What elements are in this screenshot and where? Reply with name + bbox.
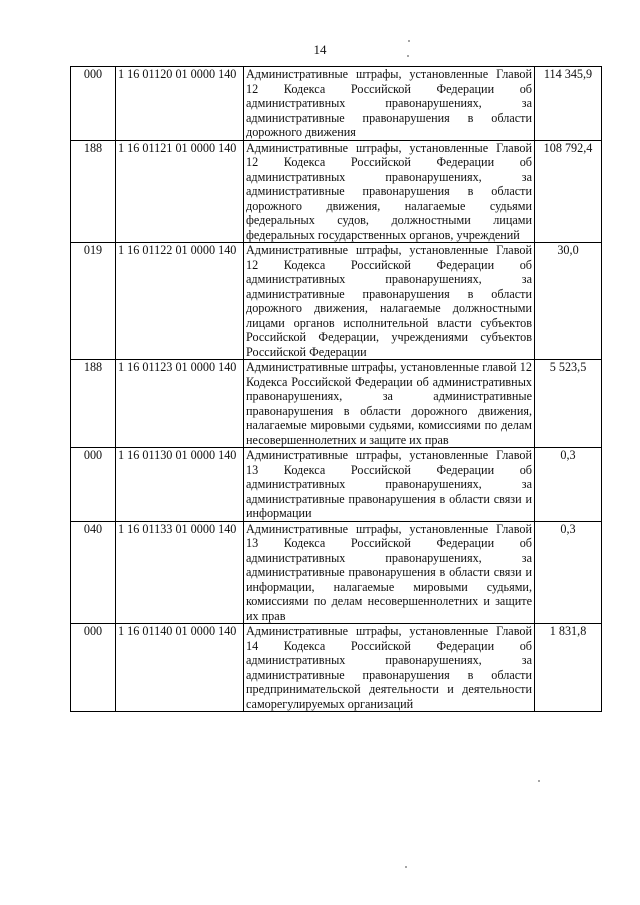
amount-cell: 108 792,4 [535, 140, 602, 243]
budget-code-cell: 1 16 01140 01 0000 140 [116, 624, 244, 712]
admin-code-cell: 000 [71, 67, 116, 141]
amount-cell: 0,3 [535, 448, 602, 522]
page-number: 14 [313, 42, 327, 57]
amount-cell: 114 345,9 [535, 67, 602, 141]
amount-cell: 30,0 [535, 243, 602, 360]
budget-revenue-table [70, 66, 602, 712]
budget-code-cell: 1 16 01121 01 0000 140 [116, 140, 244, 243]
admin-code-cell: 019 [71, 243, 116, 360]
admin-code-cell: 040 [71, 521, 116, 624]
table-row [71, 521, 602, 624]
revenue-name-cell: Административные штрафы, установленные Главой 13 Кодекса Российской Федерации об административных правонарушениях, за административные правонарушения в области связи и информации, налагаемые мировыми судьями, комиссиями по делам несовершеннолетних и защите их прав [244, 521, 535, 624]
budget-code-cell: 1 16 01130 01 0000 140 [116, 448, 244, 522]
table-body [71, 67, 602, 712]
budget-code-cell: 1 16 01122 01 0000 140 [116, 243, 244, 360]
admin-code-cell: 188 [71, 360, 116, 448]
table-row [71, 448, 602, 522]
amount-cell: 5 523,5 [535, 360, 602, 448]
table-row [71, 624, 602, 712]
amount-cell: 1 831,8 [535, 624, 602, 712]
table-row [71, 140, 602, 243]
table-row [71, 360, 602, 448]
table-row [71, 243, 602, 360]
revenue-name-cell: Административные штрафы, установленные Главой 14 Кодекса Российской Федерации об административных правонарушениях, за административные правонарушения в области предпринимательской деятельности и деятельности саморегулируемых организаций [244, 624, 535, 712]
admin-code-cell: 000 [71, 624, 116, 712]
revenue-name-cell: Административные штрафы, установленные Главой 12 Кодекса Российской Федерации об административных правонарушениях, за административные правонарушения в области дорожного движения, налагаемые должностными лицами органов исполнительной власти субъектов Российской Федерации, учреждениями субъектов Российской Федерации [244, 243, 535, 360]
revenue-name-cell: Административные штрафы, установленные Главой 12 Кодекса Российской Федерации об административных правонарушениях, за административные правонарушения в области дорожного движения, налагаемые судьями федеральных судов, должностными лицами федеральных государственных органов, учреждений [244, 140, 535, 243]
scan-speck [408, 40, 410, 42]
budget-code-cell: 1 16 01120 01 0000 140 [116, 67, 244, 141]
table-row [71, 67, 602, 141]
scan-speck [407, 55, 409, 57]
scan-speck [538, 780, 540, 782]
amount-cell: 0,3 [535, 521, 602, 624]
budget-code-cell: 1 16 01123 01 0000 140 [116, 360, 244, 448]
revenue-name-cell: Административные штрафы, установленные главой 12 Кодекса Российской Федерации об административных правонарушениях, за административные правонарушения в области дорожного движения, налагаемые мировыми судьями, комиссиями по делам несовершеннолетних и защите их прав [244, 360, 535, 448]
admin-code-cell: 188 [71, 140, 116, 243]
scan-speck [405, 866, 407, 868]
revenue-name-cell: Административные штрафы, установленные Главой 13 Кодекса Российской Федерации об административных правонарушениях, за административные правонарушения в области связи и информации [244, 448, 535, 522]
admin-code-cell: 000 [71, 448, 116, 522]
revenue-name-cell: Административные штрафы, установленные Главой 12 Кодекса Российской Федерации об административных правонарушениях, за административные правонарушения в области дорожного движения [244, 67, 535, 141]
budget-code-cell: 1 16 01133 01 0000 140 [116, 521, 244, 624]
